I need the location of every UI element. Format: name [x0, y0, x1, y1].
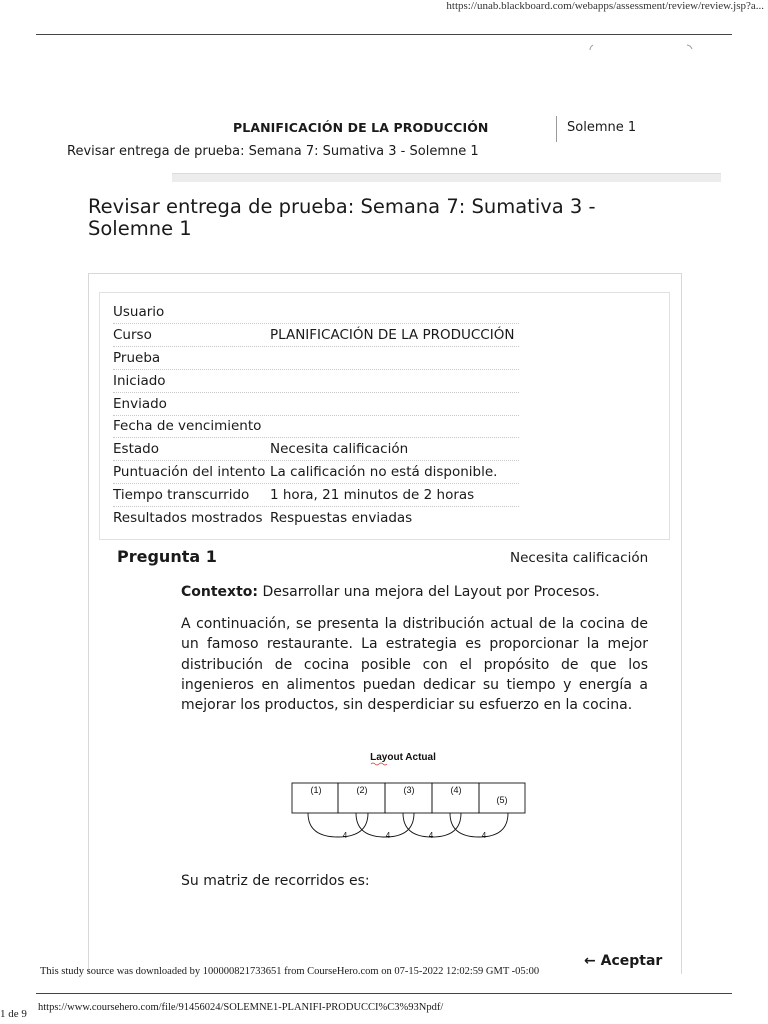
- info-label: Curso: [113, 327, 152, 343]
- breadcrumb: Revisar entrega de prueba: Semana 7: Sumativa 3 - Solemne 1: [67, 144, 479, 159]
- spellcheck-squiggle: [371, 763, 387, 765]
- info-label: Prueba: [113, 350, 161, 366]
- distance-label: 4: [385, 831, 391, 840]
- station-label: (5): [496, 795, 508, 805]
- assessment-title: Solemne 1: [567, 120, 637, 135]
- info-row: [113, 370, 519, 393]
- info-row: [113, 484, 519, 507]
- info-row: [113, 507, 519, 529]
- page-indicator: 1 de 9: [0, 1008, 27, 1020]
- info-value: PLANIFICACIÓN DE LA PRODUCCIÓN: [270, 327, 515, 343]
- question-paragraph: A continuación, se presenta la distribución actual de la cocina de un famoso restaurante. La estrategia es proporcionar la mejor distribución de cocina posible con el propósito de que los ingenieros en alimentos puedan dedicar su tiempo y energía a mejorar los productos, sin desperdiciar su esfuerzo en la cocina.: [181, 616, 648, 714]
- info-row: [113, 461, 519, 484]
- info-row: [113, 438, 519, 461]
- page-title: [88, 196, 596, 240]
- info-label: Iniciado: [113, 373, 166, 389]
- footer-url: https://www.coursehero.com/file/91456024/SOLEMNE1-PLANIFI-PRODUCCI%C3%93Npdf/: [38, 1002, 444, 1013]
- station-label: (4): [450, 785, 462, 795]
- loading-arcs: [584, 40, 704, 52]
- accept-button[interactable]: ← Aceptar: [584, 953, 663, 969]
- matrix-intro: Su matriz de recorridos es:: [181, 873, 370, 889]
- course-name[interactable]: PLANIFICACIÓN DE LA PRODUCCIÓN: [233, 120, 489, 135]
- page-title-line-1: Revisar entrega de prueba: Semana 7: Sumativa 3 -: [88, 195, 596, 218]
- info-row: [113, 415, 519, 438]
- info-value: Respuestas enviadas: [270, 510, 413, 526]
- content-top-band: [172, 173, 721, 182]
- info-label: Puntuación del intento: [113, 464, 266, 480]
- info-value: La calificación no está disponible.: [270, 464, 498, 480]
- context-label: Contexto:: [181, 584, 258, 600]
- top-rule: [36, 34, 732, 35]
- info-row: [113, 324, 519, 347]
- distance-label: 4: [481, 831, 487, 840]
- station-label: (1): [310, 785, 322, 795]
- info-label: Resultados mostrados: [113, 510, 263, 526]
- context-text: Desarrollar una mejora del Layout por Procesos.: [258, 584, 600, 600]
- info-label: Estado: [113, 441, 159, 457]
- info-label: Tiempo transcurrido: [113, 487, 250, 503]
- info-label: Fecha de vencimiento: [113, 418, 262, 434]
- info-value: Necesita calificación: [270, 441, 409, 457]
- layout-diagram: [290, 745, 530, 850]
- info-value: 1 hora, 21 minutos de 2 horas: [270, 487, 475, 503]
- top-url: https://unab.blackboard.com/webapps/assessment/review/review.jsp?a...: [446, 0, 764, 12]
- header-divider: [556, 116, 557, 142]
- download-note: This study source was downloaded by 100000821733651 from CourseHero.com on 07-15-2022 12:02:59 GMT -05:00: [40, 966, 540, 977]
- distance-label: 4: [428, 831, 434, 840]
- question-status: Necesita calificación: [510, 550, 649, 566]
- question-title: Pregunta 1: [117, 547, 217, 566]
- station-label: (3): [403, 785, 415, 795]
- question-context: [181, 584, 600, 600]
- info-row: [113, 301, 519, 324]
- page-title-line-2: Solemne 1: [88, 217, 192, 240]
- footer-rule: [36, 993, 732, 994]
- info-row: [113, 393, 519, 416]
- info-row: [113, 347, 519, 370]
- distance-label: 4: [342, 831, 348, 840]
- info-label: Usuario: [113, 304, 165, 320]
- station-label: (2): [356, 785, 368, 795]
- figure-title: Layout Actual: [370, 752, 436, 763]
- info-label: Enviado: [113, 396, 167, 412]
